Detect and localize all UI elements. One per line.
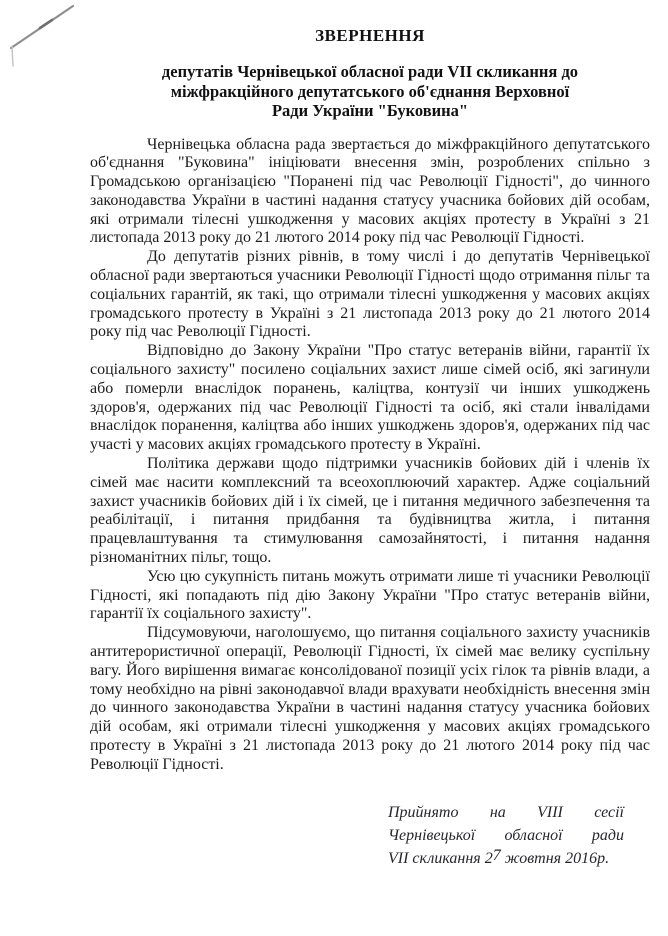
document-title: ЗВЕРНЕННЯ xyxy=(315,26,425,45)
adoption-note-line-1: Прийнято на VIII сесії xyxy=(388,803,624,821)
adoption-note-line-3 xyxy=(388,847,624,870)
adoption-date-prefix: VII скликання 2 xyxy=(388,849,493,867)
paragraph-6: Підсумовуючи, наголошуємо, що питання соціального захисту учасників антитерористичної операції, Революції Гідності, їх сімей має велику суспільну вагу. Його вирішення вимагає консолідованої позиції усіх гілок та рівнів влади, а тому необхідно на рівні законодавчої влади врахувати необхідність внесення змін до чинного законодавства України в частині надання статусу учасника бойових дій особам, які отримали тілесні ушкодження у масових акціях громадського протесту в Україні з 21 листопада 2013 року до 21 лютого 2014 року під час Революції Гідності. xyxy=(90,624,650,773)
adoption-date-raised-digit: 7 xyxy=(492,846,501,864)
paragraph-4: Політика держави щодо підтримки учасників бойових дій і членів їх сімей має насити комплексний та всеохоплюючий характер. Адже соціальний захист учасників бойових дій і їх сімей, це і питання медичного забезпечення та реабілітації, і питання придбання та будівництва житла, і питання працевлаштування та стимулювання самозайнятості, і питання надання різноманітних пільг, тощо. xyxy=(90,455,650,567)
document-body xyxy=(90,136,650,775)
paragraph-3: Відповідно до Закону України "Про статус ветеранів війни, гарантії їх соціального захисту" посилено соціальних захист лише сімей осіб, які загинули або померли внаслідок поранень, каліцтва, контузії чи інших ушкоджень здоров'я, одержаних під час Революції Гідності та осіб, які стали інвалідами внаслідок поранення, каліцтва або інших ушкоджень здоров'я, одержаних під час участі у масових акціях громадського протесту в Україні. xyxy=(90,342,650,454)
subtitle-line-3: Ради України "Буковина" xyxy=(271,101,469,120)
subtitle-line-2: міжфракційного депутатського об'єднання Верховної xyxy=(170,81,570,101)
document-content xyxy=(90,0,650,870)
paragraph-1: Чернівецька обласна рада звертається до міжфракційного депутатського об'єднання "Буковина" ініціювати внесення змін, розроблених спільно з Громадською організацією "Поранені під час Революції Гідності", до чинного законодавства України в частині надання статусу учасника бойових дій особам, які отримали тілесні ушкодження у масових акціях протесту в Україні з 21 листопада 2013 року до 21 лютого 2014 року під час Революції Гідності. xyxy=(90,135,650,247)
paragraph-2: До депутатів різних рівнів, в тому числі і до депутатів Чернівецької обласної ради звертаються учасники Революції Гідності щодо отримання пільг та соціальних гарантій, як такі, що отримали тілесні ушкодження у масових акціях громадського протесту в Україні з 21 листопада 2013 року до 21 лютого 2014 року під час Революції Гідності. xyxy=(90,248,650,341)
document-subtitle xyxy=(90,62,650,121)
adoption-date-suffix: жовтня 2016р. xyxy=(500,849,610,867)
adoption-note-line-2: Чернівецької обласної ради xyxy=(388,826,624,844)
adoption-note xyxy=(388,801,624,870)
subtitle-line-1: депутатів Чернівецької обласної ради VII скликання до xyxy=(161,62,579,81)
paragraph-5: Усю цю сукупність питань можуть отримати лише ті учасники Революції Гідності, які попадають під дію Закону України "Про статус ветеранів війни, гарантії їх соціального захисту". xyxy=(90,567,650,623)
